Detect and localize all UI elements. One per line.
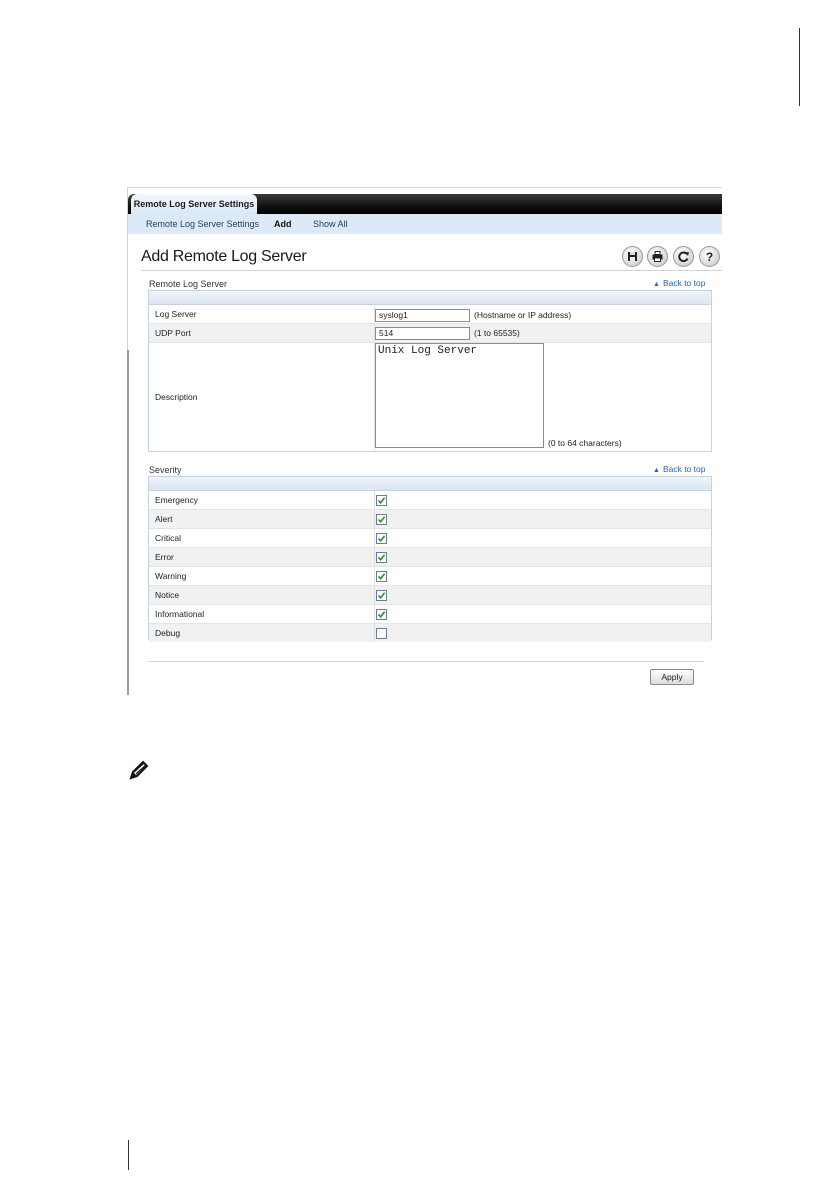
sub-navigation (128, 214, 722, 234)
severity-row-alert (149, 510, 711, 529)
severity-row-critical (149, 529, 711, 548)
severity-label: Error (155, 552, 174, 562)
remote-log-server-heading: Remote Log Server (149, 279, 228, 289)
severity-panel (148, 476, 712, 640)
checkmark-icon (377, 591, 386, 600)
back-to-top-link[interactable]: ▲ Back to top (653, 464, 706, 474)
svg-text:?: ? (705, 250, 714, 264)
refresh-icon (676, 249, 691, 264)
description-label: Description (155, 392, 198, 402)
severity-row-error (149, 548, 711, 567)
panel-header (149, 291, 711, 305)
tab-remote-log-server-settings[interactable]: Remote Log Server Settings (131, 194, 257, 216)
subnav-show-all[interactable]: Show All (313, 219, 348, 229)
severity-checkbox-debug[interactable] (376, 628, 387, 639)
severity-checkbox-warning[interactable] (376, 571, 387, 582)
print-icon (650, 249, 665, 264)
checkmark-icon (377, 496, 386, 505)
apply-divider (148, 661, 704, 662)
severity-heading: Severity (149, 465, 182, 475)
save-button[interactable] (622, 246, 643, 267)
udp-port-hint: (1 to 65535) (474, 328, 520, 338)
subnav-remote-log-server-settings[interactable]: Remote Log Server Settings (146, 219, 260, 229)
refresh-button[interactable] (673, 246, 694, 267)
log-server-hint: (Hostname or IP address) (474, 310, 572, 320)
severity-checkbox-alert[interactable] (376, 514, 387, 525)
severity-row-debug (149, 624, 711, 642)
help-icon (702, 249, 717, 264)
up-triangle-icon: ▲ (653, 467, 660, 474)
severity-checkbox-notice[interactable] (376, 590, 387, 601)
screenshot-frame-top (127, 187, 722, 188)
screenshot-frame-edge (127, 350, 129, 695)
udp-port-label: UDP Port (155, 328, 191, 338)
severity-label: Critical (155, 533, 181, 543)
severity-checkbox-error[interactable] (376, 552, 387, 563)
checkmark-icon (377, 534, 386, 543)
subnav-add[interactable]: Add (274, 219, 292, 229)
page-rule-top (799, 28, 800, 106)
help-button[interactable] (699, 246, 720, 267)
up-triangle-icon: ▲ (653, 281, 660, 288)
severity-checkbox-informational[interactable] (376, 609, 387, 620)
back-to-top-link[interactable]: ▲ Back to top (653, 278, 706, 288)
severity-row-warning (149, 567, 711, 586)
title-divider (141, 270, 722, 271)
log-server-label: Log Server (155, 309, 197, 319)
description-textarea[interactable]: Unix Log Server (375, 343, 544, 448)
checkmark-icon (377, 553, 386, 562)
page-rule-bottom (128, 1140, 129, 1170)
severity-checkbox-critical[interactable] (376, 533, 387, 544)
print-button[interactable] (647, 246, 668, 267)
note-pencil-icon (128, 759, 150, 781)
severity-checkbox-emergency[interactable] (376, 495, 387, 506)
severity-label: Informational (155, 609, 205, 619)
severity-row-emergency (149, 491, 711, 510)
page-title: Add Remote Log Server (141, 248, 307, 265)
description-hint: (0 to 64 characters) (548, 438, 622, 448)
severity-label: Alert (155, 514, 173, 524)
panel-header (149, 477, 711, 491)
severity-label: Emergency (155, 495, 198, 505)
severity-label: Debug (155, 628, 181, 638)
checkmark-icon (377, 610, 386, 619)
udp-port-input[interactable]: 514 (375, 327, 470, 340)
severity-label: Warning (155, 571, 187, 581)
severity-label: Notice (155, 590, 180, 600)
log-server-input[interactable]: syslog1 (375, 309, 470, 322)
save-icon (625, 249, 640, 264)
checkmark-icon (377, 515, 386, 524)
severity-row-informational (149, 605, 711, 624)
checkmark-icon (377, 572, 386, 581)
apply-button[interactable]: Apply (650, 669, 694, 685)
severity-row-notice (149, 586, 711, 605)
